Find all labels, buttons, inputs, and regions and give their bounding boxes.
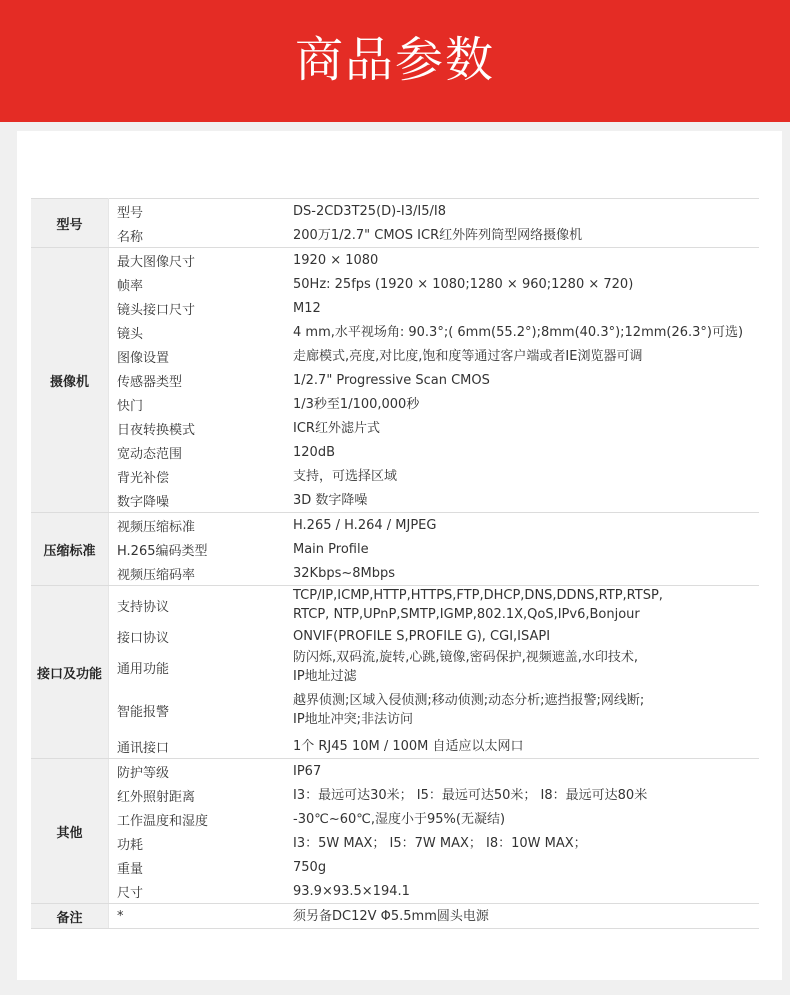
spec-value: ONVIF(PROFILE S,PROFILE G), CGI,ISAPI bbox=[293, 628, 551, 644]
table-row bbox=[31, 392, 759, 416]
page-title: 商品参数 bbox=[294, 32, 495, 88]
group-label-camera: 摄像机 bbox=[31, 248, 109, 513]
header-banner bbox=[0, 0, 790, 122]
spec-key: 传感器类型 bbox=[117, 374, 183, 390]
spec-key: 快门 bbox=[117, 398, 144, 414]
table-row bbox=[31, 648, 759, 686]
spec-key: 重量 bbox=[117, 861, 144, 877]
spec-value: 50Hz: 25fps (1920 × 1080;1280 × 960;1280 × 720) bbox=[293, 276, 634, 292]
table-row bbox=[31, 272, 759, 296]
spec-key: 视频压缩标准 bbox=[109, 513, 294, 538]
spec-key: 最大图像尺寸 bbox=[109, 248, 294, 273]
spec-value-line: TCP/IP,ICMP,HTTP,HTTPS,FTP,DHCP,DNS,DDNS,RTP,RTSP, bbox=[293, 588, 663, 603]
spec-key: 名称 bbox=[117, 229, 144, 245]
table-row bbox=[31, 368, 759, 392]
table-row bbox=[31, 488, 759, 513]
spec-key: 通用功能 bbox=[117, 661, 170, 677]
spec-value: Main Profile bbox=[293, 541, 369, 557]
table-row bbox=[31, 807, 759, 831]
table-row bbox=[31, 759, 759, 784]
spec-value: 1个 RJ45 10M / 100M 自适应以太网口 bbox=[293, 738, 524, 754]
spec-value: 支持，可选择区域 bbox=[293, 468, 398, 484]
spec-value bbox=[293, 648, 759, 686]
spec-value: DS-2CD3T25(D)-I3/I5/I8 bbox=[293, 199, 759, 224]
spec-key: 防护等级 bbox=[109, 759, 294, 784]
spec-key: 图像设置 bbox=[117, 350, 170, 366]
table-row bbox=[31, 296, 759, 320]
spec-value: H.265 / H.264 / MJPEG bbox=[293, 513, 759, 538]
spec-value: 120dB bbox=[293, 444, 335, 460]
table-row bbox=[31, 879, 759, 904]
spec-key: 日夜转换模式 bbox=[117, 422, 196, 438]
spec-value: 200万1/2.7" CMOS ICR红外阵列筒型网络摄像机 bbox=[293, 227, 583, 243]
spec-key: 数字降噪 bbox=[117, 494, 170, 510]
table-row bbox=[31, 320, 759, 344]
spec-value: 3D 数字降噪 bbox=[293, 492, 368, 508]
spec-key: 帧率 bbox=[117, 278, 144, 294]
spec-value-line: IP地址过滤 bbox=[293, 669, 357, 684]
spec-value-line: 防闪烁,双码流,旋转,心跳,镜像,密码保护,视频遮盖,水印技术, bbox=[293, 650, 639, 665]
spec-value-line: 越界侦测;区域入侵侦测;移动侦测;动态分析;遮挡报警;网线断; bbox=[293, 693, 645, 708]
spec-value: 1/3秒至1/100,000秒 bbox=[293, 396, 420, 412]
spec-value: IP67 bbox=[293, 759, 759, 784]
spec-key: 功耗 bbox=[117, 837, 144, 853]
spec-key: 工作温度和湿度 bbox=[117, 813, 209, 829]
spec-value: ICR红外滤片式 bbox=[293, 420, 380, 436]
table-row bbox=[31, 464, 759, 488]
spec-key: 接口协议 bbox=[117, 630, 170, 646]
table-row bbox=[31, 855, 759, 879]
table-row bbox=[31, 223, 759, 248]
spec-key: 背光补偿 bbox=[117, 470, 170, 486]
spec-value-line: RTCP, NTP,UPnP,SMTP,IGMP,802.1X,QoS,IPv6,Bonjour bbox=[293, 607, 640, 622]
spec-value: -30℃~60℃,湿度小于95%(无凝结) bbox=[293, 811, 506, 827]
table-row bbox=[31, 344, 759, 368]
spec-key: 红外照射距离 bbox=[117, 789, 196, 805]
spec-value-line: IP地址冲突;非法访问 bbox=[293, 712, 414, 727]
spec-value: I3：最远可达30米； I5：最远可达50米； I8：最远可达80米 bbox=[293, 787, 648, 803]
spec-key: 型号 bbox=[109, 199, 294, 224]
group-label-model: 型号 bbox=[31, 199, 109, 248]
table-row bbox=[31, 561, 759, 586]
spec-key: 宽动态范围 bbox=[117, 446, 183, 462]
table-row bbox=[31, 513, 759, 538]
spec-key: H.265编码类型 bbox=[117, 543, 208, 559]
table-row bbox=[31, 904, 759, 929]
spec-value: 1920 × 1080 bbox=[293, 248, 759, 273]
group-label-interface: 接口及功能 bbox=[31, 586, 109, 759]
table-row bbox=[31, 586, 759, 625]
table-row bbox=[31, 416, 759, 440]
spec-value: I3：5W MAX； I5：7W MAX； I8：10W MAX； bbox=[293, 835, 587, 851]
spec-value: 须另备DC12V Φ5.5mm圆头电源 bbox=[293, 904, 759, 929]
spec-value: 32Kbps~8Mbps bbox=[293, 565, 396, 581]
spec-value: M12 bbox=[293, 300, 321, 316]
spec-key: 尺寸 bbox=[117, 885, 144, 901]
spec-value: 4 mm,水平视场角: 90.3°;( 6mm(55.2°);8mm(40.3°);12mm(26.3°)可选) bbox=[293, 324, 744, 340]
group-label-compression: 压缩标准 bbox=[31, 513, 109, 586]
table-row bbox=[31, 624, 759, 648]
spec-value: 93.9×93.5×194.1 bbox=[293, 883, 410, 899]
spec-key: * bbox=[109, 904, 294, 929]
spec-key: 智能报警 bbox=[117, 704, 170, 720]
spec-value bbox=[293, 686, 759, 734]
spec-key: 支持协议 bbox=[109, 586, 294, 625]
spec-value: 750g bbox=[293, 859, 327, 875]
spec-value: 走廊模式,亮度,对比度,饱和度等通过客户端或者IE浏览器可调 bbox=[293, 348, 643, 364]
table-row bbox=[31, 440, 759, 464]
spec-value: 1/2.7" Progressive Scan CMOS bbox=[293, 372, 490, 388]
table-row bbox=[31, 831, 759, 855]
table-row bbox=[31, 734, 759, 759]
spec-key: 通讯接口 bbox=[117, 740, 170, 756]
spec-key: 镜头接口尺寸 bbox=[117, 302, 196, 318]
table-row bbox=[31, 783, 759, 807]
table-row bbox=[31, 537, 759, 561]
table-row bbox=[31, 199, 759, 224]
spec-key: 镜头 bbox=[117, 326, 144, 342]
spec-value bbox=[293, 586, 759, 625]
group-label-other: 其他 bbox=[31, 759, 109, 904]
table-row bbox=[31, 248, 759, 273]
group-label-notes: 备注 bbox=[31, 904, 109, 929]
table-row bbox=[31, 686, 759, 734]
spec-table bbox=[31, 198, 759, 929]
spec-key: 视频压缩码率 bbox=[117, 567, 196, 583]
